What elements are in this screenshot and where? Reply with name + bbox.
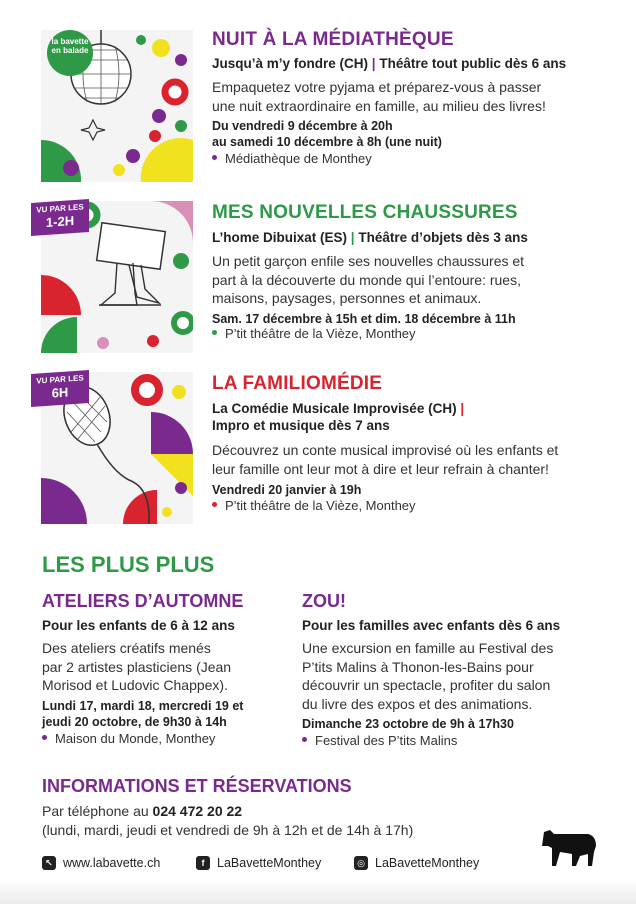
- plus-left-description: [42, 639, 231, 695]
- plus-left-subtitle: Pour les enfants de 6 à 12 ans: [42, 618, 235, 633]
- info-phone-number[interactable]: 024 472 20 22: [152, 803, 243, 819]
- event2-title: MES NOUVELLES CHAUSSURES: [212, 202, 518, 223]
- footer-web[interactable]: [42, 856, 160, 870]
- event3-subtitle-genre: Impro et musique dès 7 ans: [212, 418, 390, 433]
- bullet-dot: [302, 737, 307, 742]
- bullet-dot: [212, 330, 217, 335]
- plus-right-desc-line: découvrir un spectacle, profiter du salon: [302, 677, 551, 693]
- event2-subtitle-company: L’home Dibuixat (ES): [212, 230, 348, 245]
- event3-subtitle-separator: |: [460, 401, 465, 416]
- event3-title: LA FAMILIOMÉDIE: [212, 373, 383, 394]
- event1-subtitle-company: Jusqu’à m’y fondre (CH): [212, 56, 369, 71]
- event1-subtitle: [212, 55, 566, 72]
- plus-right-place-text: Festival des P’tits Malins: [315, 733, 458, 748]
- footer-facebook[interactable]: [196, 856, 321, 870]
- plus-right-place: [302, 733, 457, 749]
- plus-left-place-text: Maison du Monde, Monthey: [55, 731, 216, 746]
- event3-subtitle: [212, 400, 464, 434]
- info-hours: (lundi, mardi, jeudi et vendredi de 9h à 12h et de 14h à 17h): [42, 822, 414, 838]
- event1-subtitle-genre: Théâtre tout public dès 6 ans: [379, 56, 567, 71]
- event2-description: [212, 252, 524, 308]
- event3-badge: [31, 370, 89, 407]
- event1-date-line: au samedi 10 décembre à 8h (une nuit): [212, 135, 442, 149]
- event1-desc-line: Empaquetez votre pyjama et préparez-vous à passer: [212, 79, 542, 95]
- event1-badge-text: la bavette en balade: [51, 37, 89, 55]
- instagram-icon: ◎: [354, 856, 368, 870]
- footer-facebook-text: LaBavetteMonthey: [217, 856, 322, 870]
- info-phone-label: Par téléphone au: [42, 803, 149, 819]
- event1-place-text: Médiathèque de Monthey: [225, 151, 372, 166]
- event3-description: [212, 441, 558, 478]
- page-bottom-shade: [0, 878, 636, 904]
- plus-right-description: [302, 639, 553, 713]
- event3-badge-line2: 6H: [51, 384, 69, 401]
- bullet-dot: [212, 155, 217, 160]
- bullet-dot: [42, 735, 47, 740]
- plus-right-desc-line: du livre des expos et des animations.: [302, 695, 533, 712]
- event1-badge: [47, 30, 93, 76]
- event2-place: [212, 326, 416, 342]
- event3-badge-line1: VU PAR LES: [36, 373, 84, 386]
- event2-place-text: P’tit théâtre de la Vièze, Monthey: [225, 326, 416, 341]
- facebook-icon: f: [196, 856, 210, 870]
- cow-icon: [540, 826, 598, 870]
- plus-right-title: ZOU!: [302, 591, 346, 611]
- event3-date: Vendredi 20 janvier à 19h: [212, 483, 362, 497]
- event2-desc-line: part à la découverte du monde qui l’entoure: rues,: [212, 271, 521, 288]
- plus-left-date-line: Lundi 17, mardi 18, mercredi 19 et: [42, 699, 244, 713]
- plus-left-desc-line: Morisod et Ludovic Chappex).: [42, 677, 228, 693]
- event1-date-line: Du vendredi 9 décembre à 20h: [212, 119, 393, 133]
- event3-desc-line: leur famille ont leur mot à dire et leur refrain à chanter!: [212, 460, 549, 477]
- event1-subtitle-separator: |: [371, 56, 376, 71]
- plus-left-desc-line: Des ateliers créatifs menés: [42, 640, 211, 656]
- plus-left-place: [42, 731, 215, 747]
- event2-desc-line: Un petit garçon enfile ses nouvelles chaussures et: [212, 253, 525, 269]
- plus-right-desc-line: P’tits Malins à Thonon-les-Bains pour: [302, 658, 534, 675]
- event1-place: [212, 151, 372, 167]
- event2-badge: [31, 199, 89, 236]
- event2-subtitle-genre: Théâtre d’objets dès 3 ans: [358, 230, 528, 245]
- plus-left-date-line: jeudi 20 octobre, de 9h30 à 14h: [42, 715, 227, 729]
- footer-instagram[interactable]: [354, 856, 479, 870]
- event1-title: NUIT À LA MÉDIATHÈQUE: [212, 29, 454, 50]
- plus-heading: LES PLUS PLUS: [42, 552, 215, 577]
- plus-right-desc-line: Une excursion en famille au Festival des: [302, 640, 554, 656]
- footer-web-text: www.labavette.ch: [63, 856, 161, 870]
- plus-right-date: Dimanche 23 octobre de 9h à 17h30: [302, 717, 514, 731]
- event3-subtitle-company: La Comédie Musicale Improvisée (CH): [212, 401, 457, 416]
- event2-desc-line: maisons, paysages, personnes et animaux.: [212, 290, 482, 306]
- event1-date: [212, 118, 442, 150]
- event2-subtitle: [212, 229, 528, 246]
- event3-place-text: P’tit théâtre de la Vièze, Monthey: [225, 498, 416, 513]
- plus-left-date: [42, 698, 243, 730]
- event2-badge-line1: VU PAR LES: [36, 202, 84, 215]
- plus-right-subtitle: Pour les familles avec enfants dès 6 ans: [302, 618, 561, 633]
- event3-desc-line: Découvrez un conte musical improvisé où les enfants et: [212, 442, 559, 458]
- event2-subtitle-separator: |: [350, 230, 355, 245]
- event3-place: [212, 498, 416, 514]
- cursor-icon: ↖: [42, 856, 56, 870]
- info-title: INFORMATIONS ET RÉSERVATIONS: [42, 776, 352, 796]
- event1-description: [212, 78, 546, 115]
- event1-desc-line: une nuit extraordinaire en famille, au milieu des livres!: [212, 97, 546, 114]
- bullet-dot: [212, 502, 217, 507]
- event2-badge-line2: 1-2H: [45, 213, 75, 230]
- event2-date: Sam. 17 décembre à 15h et dim. 18 décembre à 11h: [212, 312, 516, 326]
- footer-instagram-text: LaBavetteMonthey: [375, 856, 480, 870]
- plus-left-title: ATELIERS D’AUTOMNE: [42, 591, 244, 611]
- info-phone-line: [42, 802, 242, 821]
- plus-left-desc-line: par 2 artistes plasticiens (Jean: [42, 658, 232, 675]
